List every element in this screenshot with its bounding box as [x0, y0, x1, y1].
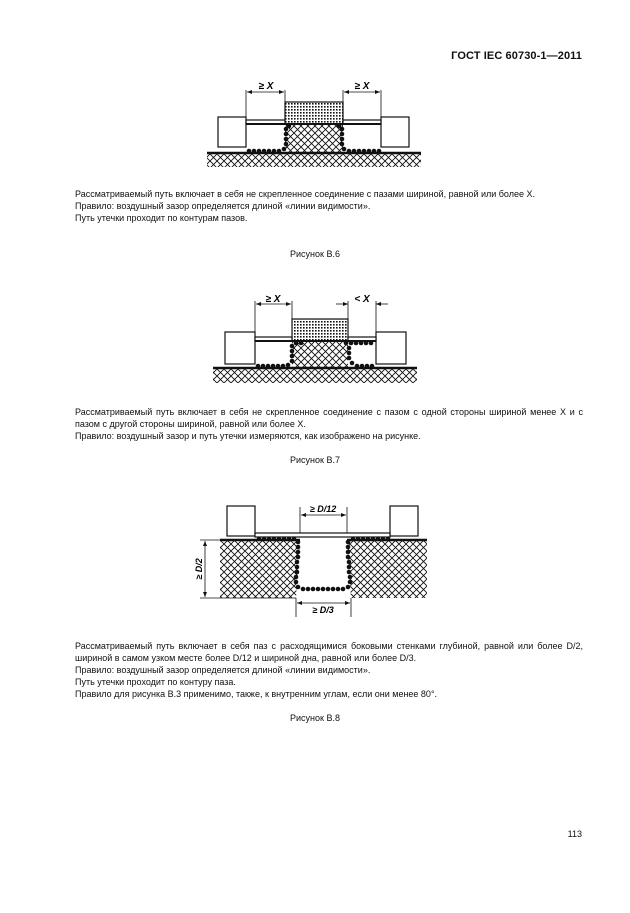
figure-b8-diagram	[0, 495, 630, 620]
paragraph: Правило для рисунка В.3 применимо, также, к внутренним углам, если они менее 80°.	[75, 689, 438, 699]
paragraph: Путь утечки проходит по контурам пазов.	[75, 213, 248, 223]
figure-caption: Рисунок В.7	[290, 455, 340, 465]
figure-b7-diagram	[0, 285, 630, 390]
figure-b8-description	[75, 640, 583, 700]
document-header: ГОСТ IEC 60730-1—2011	[451, 50, 582, 62]
dim-label: ≥ D/3	[312, 605, 334, 615]
paragraph: Рассматриваемый путь включает в себя не скрепленное соединение с пазом с одной стороны шириной менее X и с пазом с другой стороны шириной, равной или более X.	[75, 407, 583, 429]
paragraph: Правило: воздушный зазор и путь утечки измеряются, как изображено на рисунке.	[75, 431, 421, 441]
page-number: 113	[567, 829, 582, 839]
dim-label: ≥ X	[354, 81, 370, 92]
dim-label: ≥ X	[258, 81, 274, 92]
figure-caption: Рисунок В.6	[290, 249, 340, 259]
paragraph: Правило: воздушный зазор определяется длиной «линии видимости».	[75, 201, 371, 211]
paragraph: Рассматриваемый путь включает в себя паз с расходящимися боковыми стенками глубиной, равной или более D/2, шириной в самом узком месте более D/12 и шириной дна, равной или более D/3.	[75, 641, 583, 663]
paragraph: Рассматриваемый путь включает в себя не скрепленное соединение с пазами шириной, равной или более X.	[75, 189, 536, 199]
figure-caption: Рисунок В.8	[290, 713, 340, 723]
paragraph: Путь утечки проходит по контуру паза.	[75, 677, 236, 687]
figure-b7-description	[75, 406, 583, 442]
figure-b6-diagram	[0, 70, 630, 175]
dim-label: ≥ X	[265, 294, 281, 305]
dim-label: ≥ D/2	[194, 558, 204, 580]
dim-label: ≥ D/12	[309, 504, 337, 514]
paragraph: Правило: воздушный зазор определяется длиной «линии видимости».	[75, 665, 371, 675]
dim-label: < X	[354, 294, 370, 305]
figure-b6-description	[75, 188, 583, 224]
